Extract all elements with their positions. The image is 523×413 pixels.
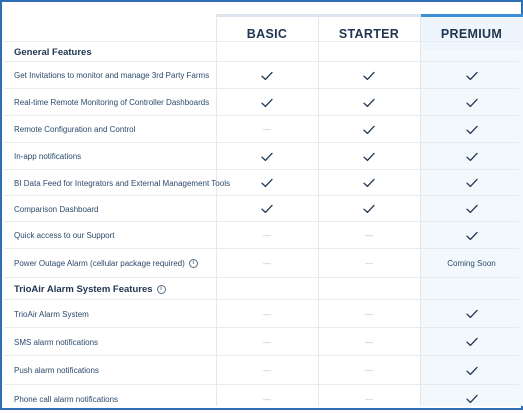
plan-header-premium: PREMIUM xyxy=(420,14,523,50)
check-icon xyxy=(466,98,478,108)
check-icon-basic xyxy=(216,143,318,170)
feature-label-text: Push alarm notifications xyxy=(14,366,99,375)
info-icon[interactable]: i xyxy=(189,259,198,268)
dash-icon: — xyxy=(263,309,271,319)
table-row xyxy=(4,88,519,116)
dash-icon: — xyxy=(365,394,373,404)
feature-label-text: Phone call alarm notifications xyxy=(14,394,119,404)
feature-label xyxy=(14,89,209,116)
check-icon-starter xyxy=(318,89,420,116)
check-icon-basic xyxy=(216,89,318,116)
not-included-starter xyxy=(318,222,420,249)
feature-label xyxy=(14,249,198,278)
not-included-starter xyxy=(318,385,420,413)
check-icon-basic xyxy=(216,196,318,222)
feature-label-text: Real-time Remote Monitoring of Controller Dashboards xyxy=(14,98,210,107)
not-included-starter xyxy=(318,300,420,328)
dash-icon: — xyxy=(365,259,373,268)
status-text-premium xyxy=(420,249,523,278)
dash-icon: — xyxy=(365,337,373,347)
check-icon-premium xyxy=(420,143,523,170)
section-title-text: General Features xyxy=(14,46,92,58)
check-icon xyxy=(466,337,478,347)
check-icon-starter xyxy=(318,196,420,222)
check-icon xyxy=(466,178,478,188)
check-icon xyxy=(466,71,478,81)
not-included-basic xyxy=(216,385,318,413)
check-icon-starter xyxy=(318,143,420,170)
check-icon-premium xyxy=(420,89,523,116)
check-icon xyxy=(363,98,375,108)
table-row xyxy=(4,327,519,356)
check-icon xyxy=(466,125,478,135)
dash-icon: — xyxy=(365,309,373,319)
feature-label xyxy=(14,328,98,356)
check-icon-basic xyxy=(216,62,318,89)
check-icon xyxy=(466,394,478,404)
plan-header-basic: BASIC xyxy=(216,14,318,50)
not-included-basic xyxy=(216,249,318,278)
check-icon xyxy=(261,71,273,81)
not-included-basic xyxy=(216,222,318,249)
check-icon xyxy=(363,125,375,135)
not-included-basic xyxy=(216,328,318,356)
check-icon-starter xyxy=(318,116,420,143)
check-icon-basic xyxy=(216,170,318,196)
dash-icon: — xyxy=(263,125,271,134)
check-icon-premium xyxy=(420,222,523,249)
table-row xyxy=(4,142,519,170)
not-included-starter xyxy=(318,356,420,385)
feature-label xyxy=(14,300,89,328)
section-title xyxy=(14,278,166,300)
feature-label-text: Comparison Dashboard xyxy=(14,204,99,214)
table-row xyxy=(4,61,519,89)
check-icon-premium xyxy=(420,328,523,356)
check-icon-premium xyxy=(420,170,523,196)
feature-label-text: Get Invitations to monitor and manage 3rd Party Farms xyxy=(14,71,210,80)
feature-label-text: Quick access to our Support xyxy=(14,231,115,240)
section-header xyxy=(4,277,519,300)
check-icon xyxy=(363,152,375,162)
dash-icon: — xyxy=(263,259,271,268)
section-title xyxy=(14,42,92,62)
not-included-starter xyxy=(318,249,420,278)
check-icon-premium xyxy=(420,385,523,413)
not-included-basic xyxy=(216,356,318,385)
check-icon xyxy=(261,204,273,214)
check-icon-premium xyxy=(420,300,523,328)
dash-icon: — xyxy=(263,366,271,375)
check-icon xyxy=(261,152,273,162)
not-included-basic xyxy=(216,300,318,328)
check-icon xyxy=(466,204,478,214)
feature-label xyxy=(14,196,99,222)
check-icon xyxy=(363,71,375,81)
feature-label xyxy=(14,116,135,143)
check-icon xyxy=(261,98,273,108)
table-row xyxy=(4,299,519,328)
feature-label xyxy=(14,62,209,89)
check-icon-premium xyxy=(420,356,523,385)
check-icon-starter xyxy=(318,62,420,89)
check-icon-premium xyxy=(420,62,523,89)
feature-label-text: SMS alarm notifications xyxy=(14,337,99,347)
check-icon xyxy=(363,178,375,188)
plan-header-starter: STARTER xyxy=(318,14,420,50)
feature-label-text: In-app notifications xyxy=(14,152,82,161)
comparison-table xyxy=(4,4,519,406)
feature-label xyxy=(14,356,99,385)
check-icon xyxy=(466,366,478,376)
dash-icon: — xyxy=(365,366,373,375)
feature-label-text: Power Outage Alarm (cellular package required) xyxy=(14,259,185,268)
feature-label xyxy=(14,143,81,170)
table-row xyxy=(4,248,519,278)
check-icon xyxy=(466,231,478,241)
check-icon xyxy=(466,152,478,162)
section-header xyxy=(4,41,519,62)
not-included-starter xyxy=(318,328,420,356)
check-icon-premium xyxy=(420,116,523,143)
check-icon xyxy=(466,309,478,319)
check-icon xyxy=(363,204,375,214)
table-row xyxy=(4,195,519,222)
table-row xyxy=(4,221,519,249)
dash-icon: — xyxy=(263,337,271,347)
table-row xyxy=(4,384,519,413)
section-title-text: TrioAir Alarm System Features xyxy=(14,283,153,295)
table-row xyxy=(4,355,519,385)
feature-label xyxy=(14,222,115,249)
table-row xyxy=(4,169,519,196)
feature-label-text: Remote Configuration and Control xyxy=(14,125,136,134)
status-text: Coming Soon xyxy=(447,259,496,268)
check-icon-premium xyxy=(420,196,523,222)
dash-icon: — xyxy=(365,231,373,240)
dash-icon: — xyxy=(263,231,271,240)
check-icon xyxy=(261,178,273,188)
feature-label-text: BI Data Feed for Integrators and External Management Tools xyxy=(14,178,230,188)
table-row xyxy=(4,115,519,143)
feature-label xyxy=(14,385,118,413)
dash-icon: — xyxy=(263,394,271,404)
not-included-basic xyxy=(216,116,318,143)
check-icon-starter xyxy=(318,170,420,196)
feature-label xyxy=(14,170,230,196)
info-icon[interactable]: i xyxy=(157,285,166,294)
feature-label-text: TrioAir Alarm System xyxy=(14,309,89,319)
